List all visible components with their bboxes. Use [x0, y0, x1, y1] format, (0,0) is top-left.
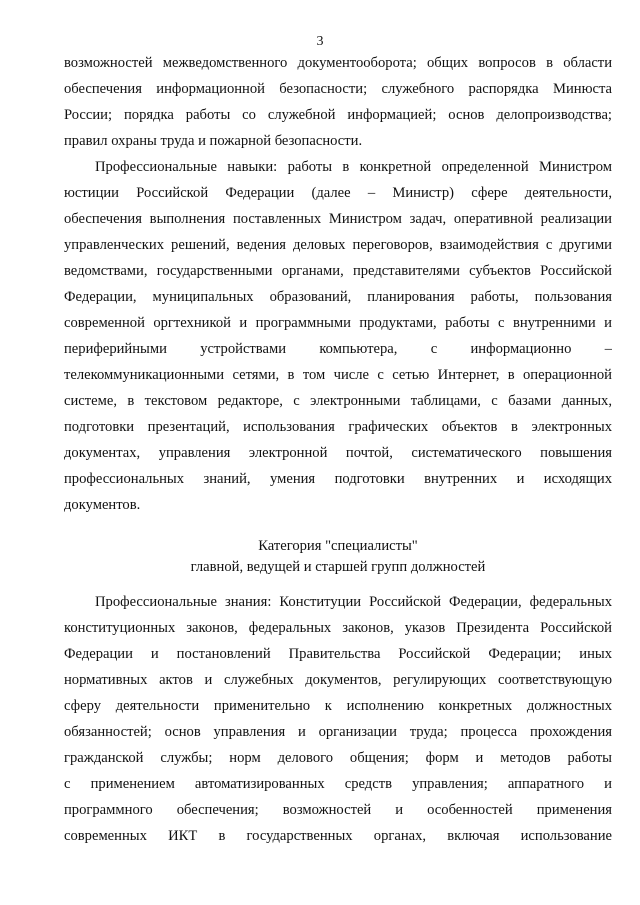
paragraph-line: Профессиональные знания: Конституции Российской Федерации, федеральных [95, 594, 612, 610]
paragraph-line: нормативных актов и служебных документов, регулирующих соответствующую [64, 672, 612, 688]
heading-line-category: Категория "специалисты" [258, 538, 418, 554]
paragraph-line: подготовки презентаций, использования графических объектов в электронных [64, 419, 612, 435]
paragraph-line: возможностей межведомственного документооборота; общих вопросов в области [64, 55, 612, 71]
paragraph-line: сферу деятельности применительно к исполнению конкретных должностных [64, 698, 612, 714]
paragraph-professional-skills [64, 154, 612, 518]
paragraph-line: современной оргтехникой и программными продуктами, работы с внутренними и [64, 315, 612, 331]
paragraph-line: гражданской службы; норм делового общения; форм и методов работы [64, 750, 612, 766]
paragraph-line: документов. [64, 497, 141, 513]
page-number: 3 [316, 34, 324, 49]
paragraph-professional-knowledge [64, 589, 612, 849]
section-heading [64, 536, 612, 578]
paragraph-line: документах, управления электронной почтой, систематического повышения [64, 445, 612, 461]
paragraph-line: России; порядка работы со служебной информацией; основ делопроизводства; [64, 107, 612, 123]
paragraph-line: Профессиональные навыки: работы в конкретной определенной Министром [95, 159, 612, 175]
paragraph-line: программного обеспечения; возможностей и особенностей применения [64, 802, 612, 818]
paragraph-line: Федерации и постановлений Правительства Российской Федерации; иных [64, 646, 612, 662]
paragraph-line: системе, в текстовом редакторе, с электронными таблицами, с базами данных, [64, 393, 612, 409]
paragraph-line: конституционных законов, федеральных законов, указов Президента Российской [64, 620, 612, 636]
paragraph-line: обеспечения информационной безопасности; служебного распорядка Минюста [64, 81, 612, 97]
paragraph-line: юстиции Российской Федерации (далее – Министр) сфере деятельности, [64, 185, 612, 201]
paragraph-line: управленческих решений, ведения деловых переговоров, взаимодействия с другими [64, 237, 612, 253]
paragraph-line: обеспечения выполнения поставленных Министром задач, оперативной реализации [64, 211, 612, 227]
paragraph-line: с применением автоматизированных средств управления; аппаратного и [64, 776, 612, 792]
paragraph-line: правил охраны труда и пожарной безопасности. [64, 133, 363, 149]
paragraph-line: телекоммуникационными сетями, в том числе с сетью Интернет, в операционной [64, 367, 612, 383]
paragraph-line: периферийными устройствами компьютера, с информационно – [64, 341, 612, 357]
paragraph-line: ведомствами, государственными органами, представителями субъектов Российской [64, 263, 612, 279]
paragraph-line: современных ИКТ в государственных органах, включая использование [64, 828, 612, 844]
heading-line-groups: главной, ведущей и старшей групп должностей [190, 559, 486, 575]
paragraph-line: Федерации, муниципальных образований, планирования работы, пользования [64, 289, 612, 305]
paragraph-line: обязанностей; основ управления и организации труда; процесса прохождения [64, 724, 612, 740]
paragraph-continuation [64, 50, 612, 154]
paragraph-line: профессиональных знаний, умения подготовки внутренних и исходящих [64, 471, 612, 487]
